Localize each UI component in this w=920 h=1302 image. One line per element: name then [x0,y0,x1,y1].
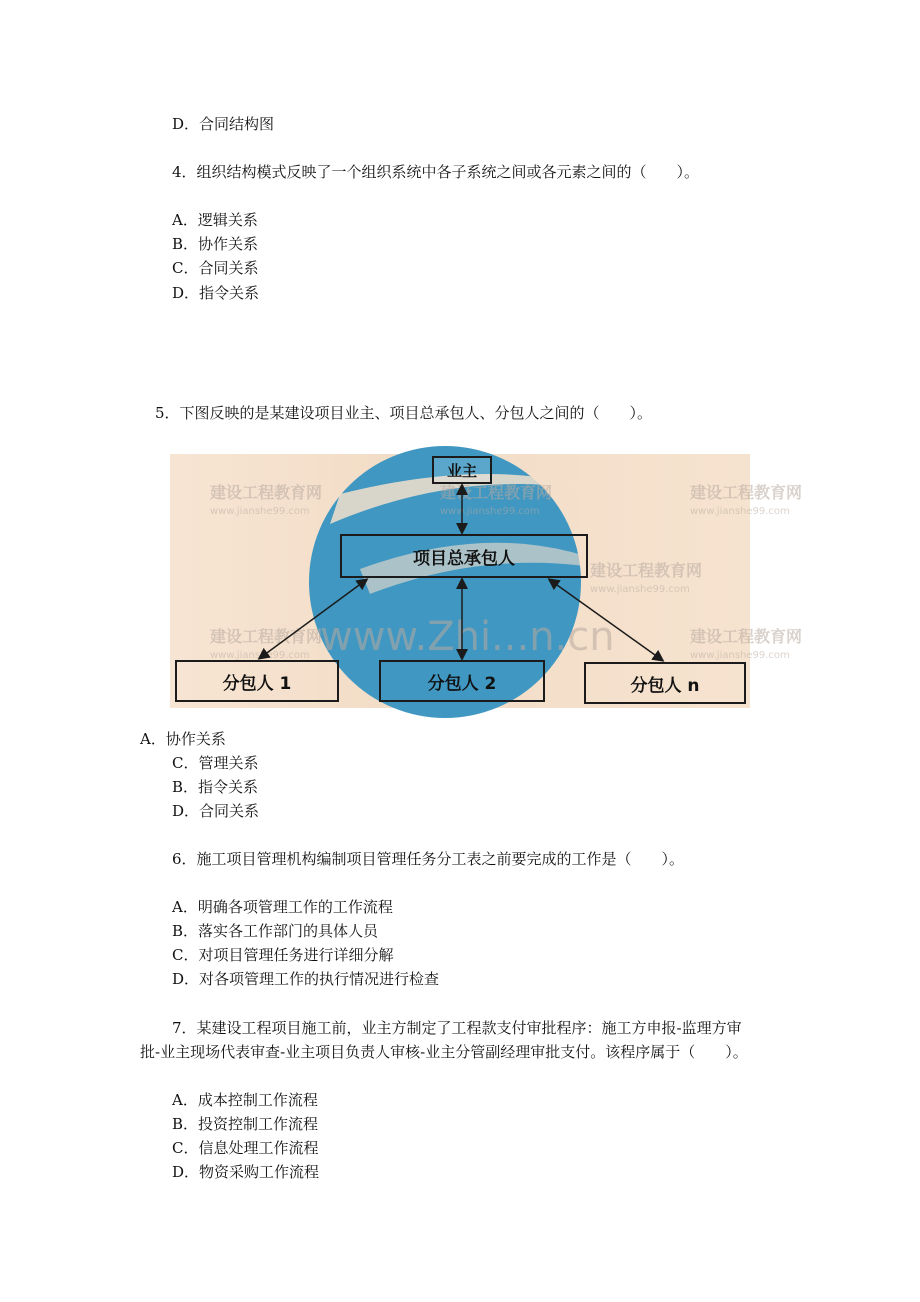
q4-stem: 4．组织结构模式反映了一个组织系统中各子系统之间或各元素之间的（ ）。 [172,163,700,181]
q5-option-d: D．合同关系 [172,802,260,820]
q7-option-c: C．信息处理工作流程 [172,1139,319,1157]
watermark-url-1: www.jianshe99.com [210,506,310,517]
q6-stem: 6．施工项目管理机构编制项目管理任务分工表之前要完成的工作是（ ）。 [172,850,685,868]
subcontractor-n-box: 分包人 n [584,662,746,704]
watermark-cn-3: 建设工程教育网 [690,483,803,502]
q5-option-c: C．管理关系 [172,754,259,772]
q3-option-d: D．合同结构图 [172,115,275,133]
q6-option-b: B．落实各工作部门的具体人员 [172,922,379,940]
q5-option-b: B．指令关系 [172,778,259,796]
q6-option-c: C．对项目管理任务进行详细分解 [172,946,394,964]
q5-option-a: A．协作关系 [140,730,226,748]
q4-option-d: D．指令关系 [172,284,260,302]
general-contractor-box: 项目总承包人 [340,534,588,578]
q7-option-d: D．物资采购工作流程 [172,1163,320,1181]
watermark-url-4: www.jianshe99.com [590,584,690,595]
q7-option-b: B．投资控制工作流程 [172,1115,319,1133]
watermark-url-3: www.jianshe99.com [690,506,790,517]
watermark-url-6: www.jianshe99.com [690,650,790,661]
q4-option-a: A．逻辑关系 [172,211,258,229]
q7-stem-line-1: 7．某建设工程项目施工前，业主方制定了工程款支付审批程序：施工方申报-监理方审 [172,1019,742,1037]
q7-option-a: A．成本控制工作流程 [172,1091,318,1109]
watermark-cn-4: 建设工程教育网 [590,561,703,580]
watermark-cn-2: 建设工程教育网 [440,483,553,502]
q5-organization-figure [170,454,803,708]
subcontractor-1-box: 分包人 1 [175,660,339,702]
watermark-url-5: www.jianshe99.com [210,650,310,661]
watermark-big: www.Zhi...n.cn [320,614,615,660]
subcontractor-2-box: 分包人 2 [379,660,545,702]
q6-option-a: A．明确各项管理工作的工作流程 [172,898,393,916]
q4-option-c: C．合同关系 [172,259,259,277]
q7-stem-line-2: 批-业主现场代表审查-业主项目负责人审核-业主分管副经理审批支付。该程序属于（ ）。 [140,1043,748,1061]
watermark-cn-5: 建设工程教育网 [210,627,323,646]
watermark-cn-6: 建设工程教育网 [690,627,803,646]
watermark-cn-1: 建设工程教育网 [210,483,323,502]
watermark-url-2: www.jianshe99.com [440,506,540,517]
owner-box: 业主 [432,456,492,484]
q6-option-d: D．对各项管理工作的执行情况进行检查 [172,970,440,988]
q5-stem: 5．下图反映的是某建设项目业主、项目总承包人、分包人之间的（ ）。 [155,404,653,422]
q4-option-b: B．协作关系 [172,235,259,253]
